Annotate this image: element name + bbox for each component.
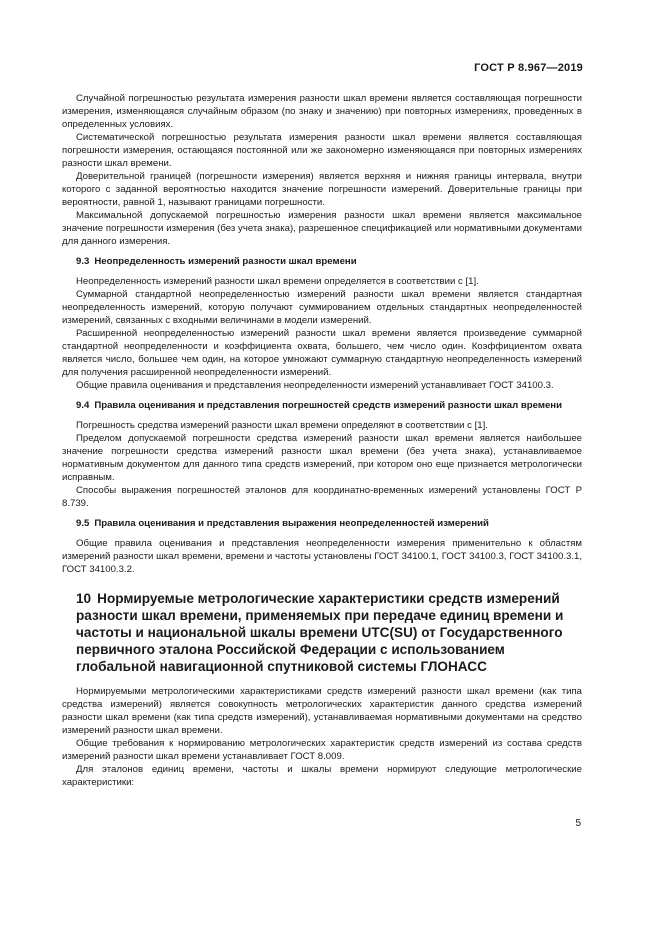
paragraph: Расширенной неопределенностью измерений разности шкал времени является произведение суммарной стандартной неопределенности и коэффициента охвата, большего, чем число один. Коэффициентом охвата является число, большее чем один, на которое умножают суммарную стандартную неопределенность измерений для получения расширенной неопределенности измерений. <box>62 328 582 378</box>
page-body <box>62 92 582 789</box>
section-title: Нормируемые метрологические характеристики средств измерений разности шкал времени, применяемых при передаче единиц времени и частоты и национальной шкалы времени UTC(SU) от Государственного первичного эталона Российской Федерации с использованием глобальной навигационной спутниковой системы ГЛОНАСС <box>76 591 564 674</box>
subsection-number: 9.5 <box>76 518 90 529</box>
section-number: 10 <box>76 591 92 606</box>
paragraph: Общие требования к нормированию метрологических характеристик средств измерений из состава средств измерений разности шкал времени устанавливает ГОСТ 8.009. <box>62 738 582 762</box>
page-number: 5 <box>575 818 581 829</box>
subsection-title: Правила оценивания и представления погрешностей средств измерений разности шкал времени <box>94 400 562 411</box>
paragraph: Общие правила оценивания и представления неопределенности измерения применительно к областям измерений разности шкал времени, времени и частоты установлены ГОСТ 34100.1, ГОСТ 34100.3, ГОСТ 34100.3.1, ГОСТ 34100.3.2. <box>62 538 582 575</box>
subsection-heading-9-4 <box>62 399 582 412</box>
paragraph: Пределом допускаемой погрешности средства измерений разности шкал времени является наибольшее значение погрешности средства измерений разности шкал времени (без учета знака), устанавливаемое нормативным документом для данного типа средств измерений, при котором оно еще признается метрологически исправным. <box>62 433 582 483</box>
subsection-title: Правила оценивания и представления выражения неопределенностей измерений <box>94 518 489 529</box>
paragraph: Нормируемыми метрологическими характеристиками средств измерений разности шкал времени (как типа средства измерений) является совокупность метрологических характеристик данного средства измерений разности шкал времени (как типа средств измерений), устанавливаемая нормативными документами на средство измерений разности шкал времени. <box>62 686 582 736</box>
paragraph: Суммарной стандартной неопределенностью измерений разности шкал времени является стандартная неопределенность измерений, которую получают суммированием отдельных стандартных неопределенностей измерений, связанных с входными величинами в модели измерений. <box>62 289 582 326</box>
subsection-heading-9-3 <box>62 255 582 268</box>
paragraph: Случайной погрешностью результата измерения разности шкал времени является составляющая погрешности измерения, изменяющаяся случайным образом (по знаку и значению) при повторных измерениях, проведенных в определенных условиях. <box>62 93 582 130</box>
section-heading-10 <box>76 590 582 675</box>
document-id-header: ГОСТ Р 8.967—2019 <box>474 62 583 74</box>
paragraph: Систематической погрешностью результата измерения разности шкал времени является составляющая погрешности измерения, остающаяся постоянной или же закономерно изменяющаяся при повторных измерениях разности шкал времени. <box>62 132 582 169</box>
subsection-heading-9-5 <box>62 517 582 530</box>
paragraph: Для эталонов единиц времени, частоты и шкалы времени нормируют следующие метрологические характеристики: <box>62 764 582 788</box>
paragraph: Максимальной допускаемой погрешностью измерения разности шкал времени является максимальное значение погрешности измерения (без учета знака), разрешенное спецификацией или нормативными документами для данного измерения. <box>62 210 582 247</box>
paragraph: Погрешность средства измерений разности шкал времени определяют в соответствии с [1]. <box>76 420 488 431</box>
paragraph: Общие правила оценивания и представления неопределенности измерений устанавливает ГОСТ 34100.3. <box>76 380 554 391</box>
subsection-title: Неопределенность измерений разности шкал времени <box>94 256 357 267</box>
subsection-number: 9.4 <box>76 400 90 411</box>
paragraph: Доверительной границей (погрешности измерения) является верхняя и нижняя границы интервала, внутри которого с заданной вероятностью находится значение погрешности измерений. Доверительные границы при вероятности, равной 1, называют границами погрешности. <box>62 171 582 208</box>
paragraph: Способы выражения погрешностей эталонов для координатно-временных измерений установлены ГОСТ Р 8.739. <box>62 485 582 509</box>
paragraph: Неопределенность измерений разности шкал времени определяется в соответствии с [1]. <box>76 276 479 287</box>
subsection-number: 9.3 <box>76 256 90 267</box>
